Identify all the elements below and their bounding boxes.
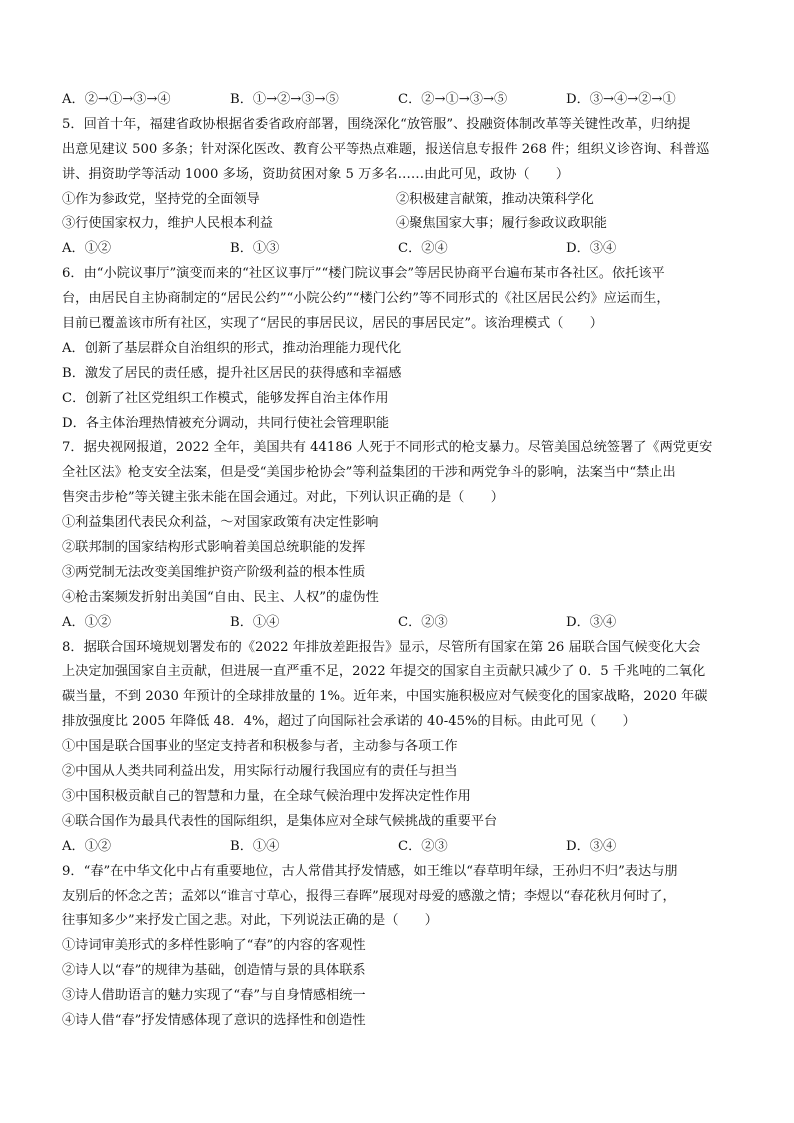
q4-options	[62, 88, 748, 113]
question-7	[62, 436, 748, 635]
q5-statement-1: ①作为参政党，坚持党的全面领导	[62, 191, 260, 207]
q4-option-c[interactable]: C．②→①→③→⑤	[398, 92, 508, 107]
q9-statement-1: ①诗词审美形式的多样性影响了“春”的内容的客观性	[62, 938, 366, 954]
q8-stem-line-4: 排放强度比 2005 年降低 48．4%，超过了向国际社会承诺的 40-45%的目标。由此可见（ ）	[62, 714, 636, 730]
question-5	[62, 113, 748, 262]
q8-statement-2: ②中国从人类共同利益出发，用实际行动履行我国应有的责任与担当	[62, 764, 458, 780]
q5-option-b[interactable]: B．①③	[230, 241, 280, 257]
exam-page	[62, 88, 748, 1034]
q8-statement-4: ④联合国作为最具代表性的国际组织，是集体应对全球气候挑战的重要平台	[62, 813, 498, 829]
question-8	[62, 636, 748, 860]
q6-stem-line-2: 台，由居民自主协商制定的“居民公约”“小院公约”“楼门公约”等不同形式的《社区居民公约》应运而生，	[62, 291, 670, 307]
q7-stem-line-2: 全社区法》枪支安全法案，但是受“美国步枪协会”等利益集团的干涉和两党争斗的影响，法案当中“禁止出	[62, 465, 676, 481]
q7-stem-line-3: 售突击步枪”等关键主张未能在国会通过。对此，下列认识正确的是（ ）	[62, 490, 504, 506]
q4-option-d[interactable]: D．③→④→②→①	[566, 92, 676, 107]
q8-options	[62, 835, 748, 860]
q4-option-b[interactable]: B．①→②→③→⑤	[230, 92, 339, 107]
q5-statement-2: ②积极建言献策，推动决策科学化	[396, 191, 594, 207]
q5-statement-4: ④聚焦国家大事；履行参政议政职能	[396, 216, 607, 232]
q9-stem-line-2: 友别后的怀念之苦；孟郊以“谁言寸草心，报得三春晖”展现对母爱的感激之情；李煜以“春花秋月何时了，	[62, 888, 676, 904]
q7-option-d[interactable]: D．③④	[566, 614, 617, 630]
q5-stem-line-2: 出意见建议 500 多条；针对深化医改、教育公平等热点难题，报送信息专报件 268 件；组织义诊咨询、科普巡	[62, 141, 710, 157]
question-6	[62, 262, 748, 436]
q5-stem-line-1: 5．回首十年，福建省政协根据省委省政府部署，围绕深化“放管服”、投融资体制改革等关键性改革，归纳提	[62, 116, 691, 132]
q5-statement-3: ③行使国家权力，维护人民根本利益	[62, 216, 273, 232]
q4-option-a[interactable]: A．②→①→③→④	[62, 92, 171, 107]
q6-stem-line-1: 6．由“小院议事厅”演变而来的“社区议事厅”“楼门院议事会”等居民协商平台遍布某市各社区。依托该平	[62, 266, 665, 282]
q7-statement-4: ④枪击案频发折射出美国“自由、民主、人权”的虚伪性	[62, 589, 379, 605]
q6-choice-c[interactable]: C．创新了社区党组织工作模式，能够发挥自治主体作用	[62, 390, 389, 406]
q9-stem-line-3: 往事知多少”来抒发亡国之悲。对此，下列说法正确的是（ ）	[62, 913, 438, 929]
q7-option-c[interactable]: C．②③	[398, 614, 448, 630]
q8-statement-1: ①中国是联合国事业的坚定支持者和积极参与者，主动参与各项工作	[62, 739, 458, 755]
q5-options	[62, 237, 748, 262]
question-9	[62, 860, 748, 1034]
q8-stem-line-3: 碳当量，不到 2030 年预计的全球排放量的 1%。近年来，中国实施积极应对气候变化的国家战略，2020 年碳	[62, 689, 708, 705]
q9-statement-2: ②诗人以“春”的规律为基础，创造情与景的具体联系	[62, 963, 366, 979]
q5-option-d[interactable]: D．③④	[566, 241, 617, 257]
q8-option-a[interactable]: A．①②	[62, 838, 112, 854]
q8-option-d[interactable]: D．③④	[566, 838, 617, 854]
q7-statement-1: ①利益集团代表民众利益，～对国家政策有决定性影响	[62, 515, 379, 531]
q8-option-c[interactable]: C．②③	[398, 838, 448, 854]
q7-option-b[interactable]: B．①④	[230, 614, 280, 630]
q8-stem-line-2: 上决定加强国家自主贡献，但进展一直严重不足，2022 年提交的国家自主贡献只减少了 0．5 千兆吨的二氧化	[62, 664, 706, 680]
q8-option-b[interactable]: B．①④	[230, 838, 280, 854]
q6-choice-a[interactable]: A．创新了基层群众自治组织的形式，推动治理能力现代化	[62, 340, 402, 356]
q8-stem-line-1: 8．据联合国环境规划署发布的《2022 年排放差距报告》显示，尽管所有国家在第 26 届联合国气候变化大会	[62, 639, 701, 655]
q7-options	[62, 611, 748, 636]
q7-statement-3: ③两党制无法改变美国维护资产阶级利益的根本性质	[62, 564, 366, 580]
q8-statement-3: ③中国积极贡献自己的智慧和力量，在全球气候治理中发挥决定性作用	[62, 788, 471, 804]
q7-stem-line-1: 7．据央视网报道，2022 全年，美国共有 44186 人死于不同形式的枪支暴力。尽管美国总统签署了《两党更安	[62, 440, 713, 456]
q6-choice-d[interactable]: D．各主体治理热情被充分调动，共同行使社会管理职能	[62, 415, 390, 431]
q6-choice-b[interactable]: B．激发了居民的责任感，提升社区居民的获得感和幸福感	[62, 365, 402, 381]
q5-stem-line-3: 讲、捐资助学等活动 1000 多场，资助贫困对象 5 万多名……由此可见，政协（ ）	[62, 166, 570, 182]
q5-option-a[interactable]: A．①②	[62, 241, 112, 257]
q9-statement-3: ③诗人借助语言的魅力实现了“春”与自身情感相统一	[62, 988, 366, 1004]
q9-statement-4: ④诗人借“春”抒发情感体现了意识的选择性和创造性	[62, 1012, 366, 1028]
q5-option-c[interactable]: C．②④	[398, 241, 448, 257]
q5-statements	[62, 188, 748, 238]
q9-stem-line-1: 9．“春”在中华文化中占有重要地位，古人常借其抒发情感，如王维以“春草明年绿，王孙归不归”表达与朋	[62, 863, 678, 879]
q7-option-a[interactable]: A．①②	[62, 614, 112, 630]
q7-statement-2: ②联邦制的国家结构形式影响着美国总统职能的发挥	[62, 540, 366, 556]
q6-stem-line-3: 目前已覆盖该市所有社区，实现了“居民的事居民议，居民的事居民定”。该治理模式（ ）	[62, 316, 603, 332]
